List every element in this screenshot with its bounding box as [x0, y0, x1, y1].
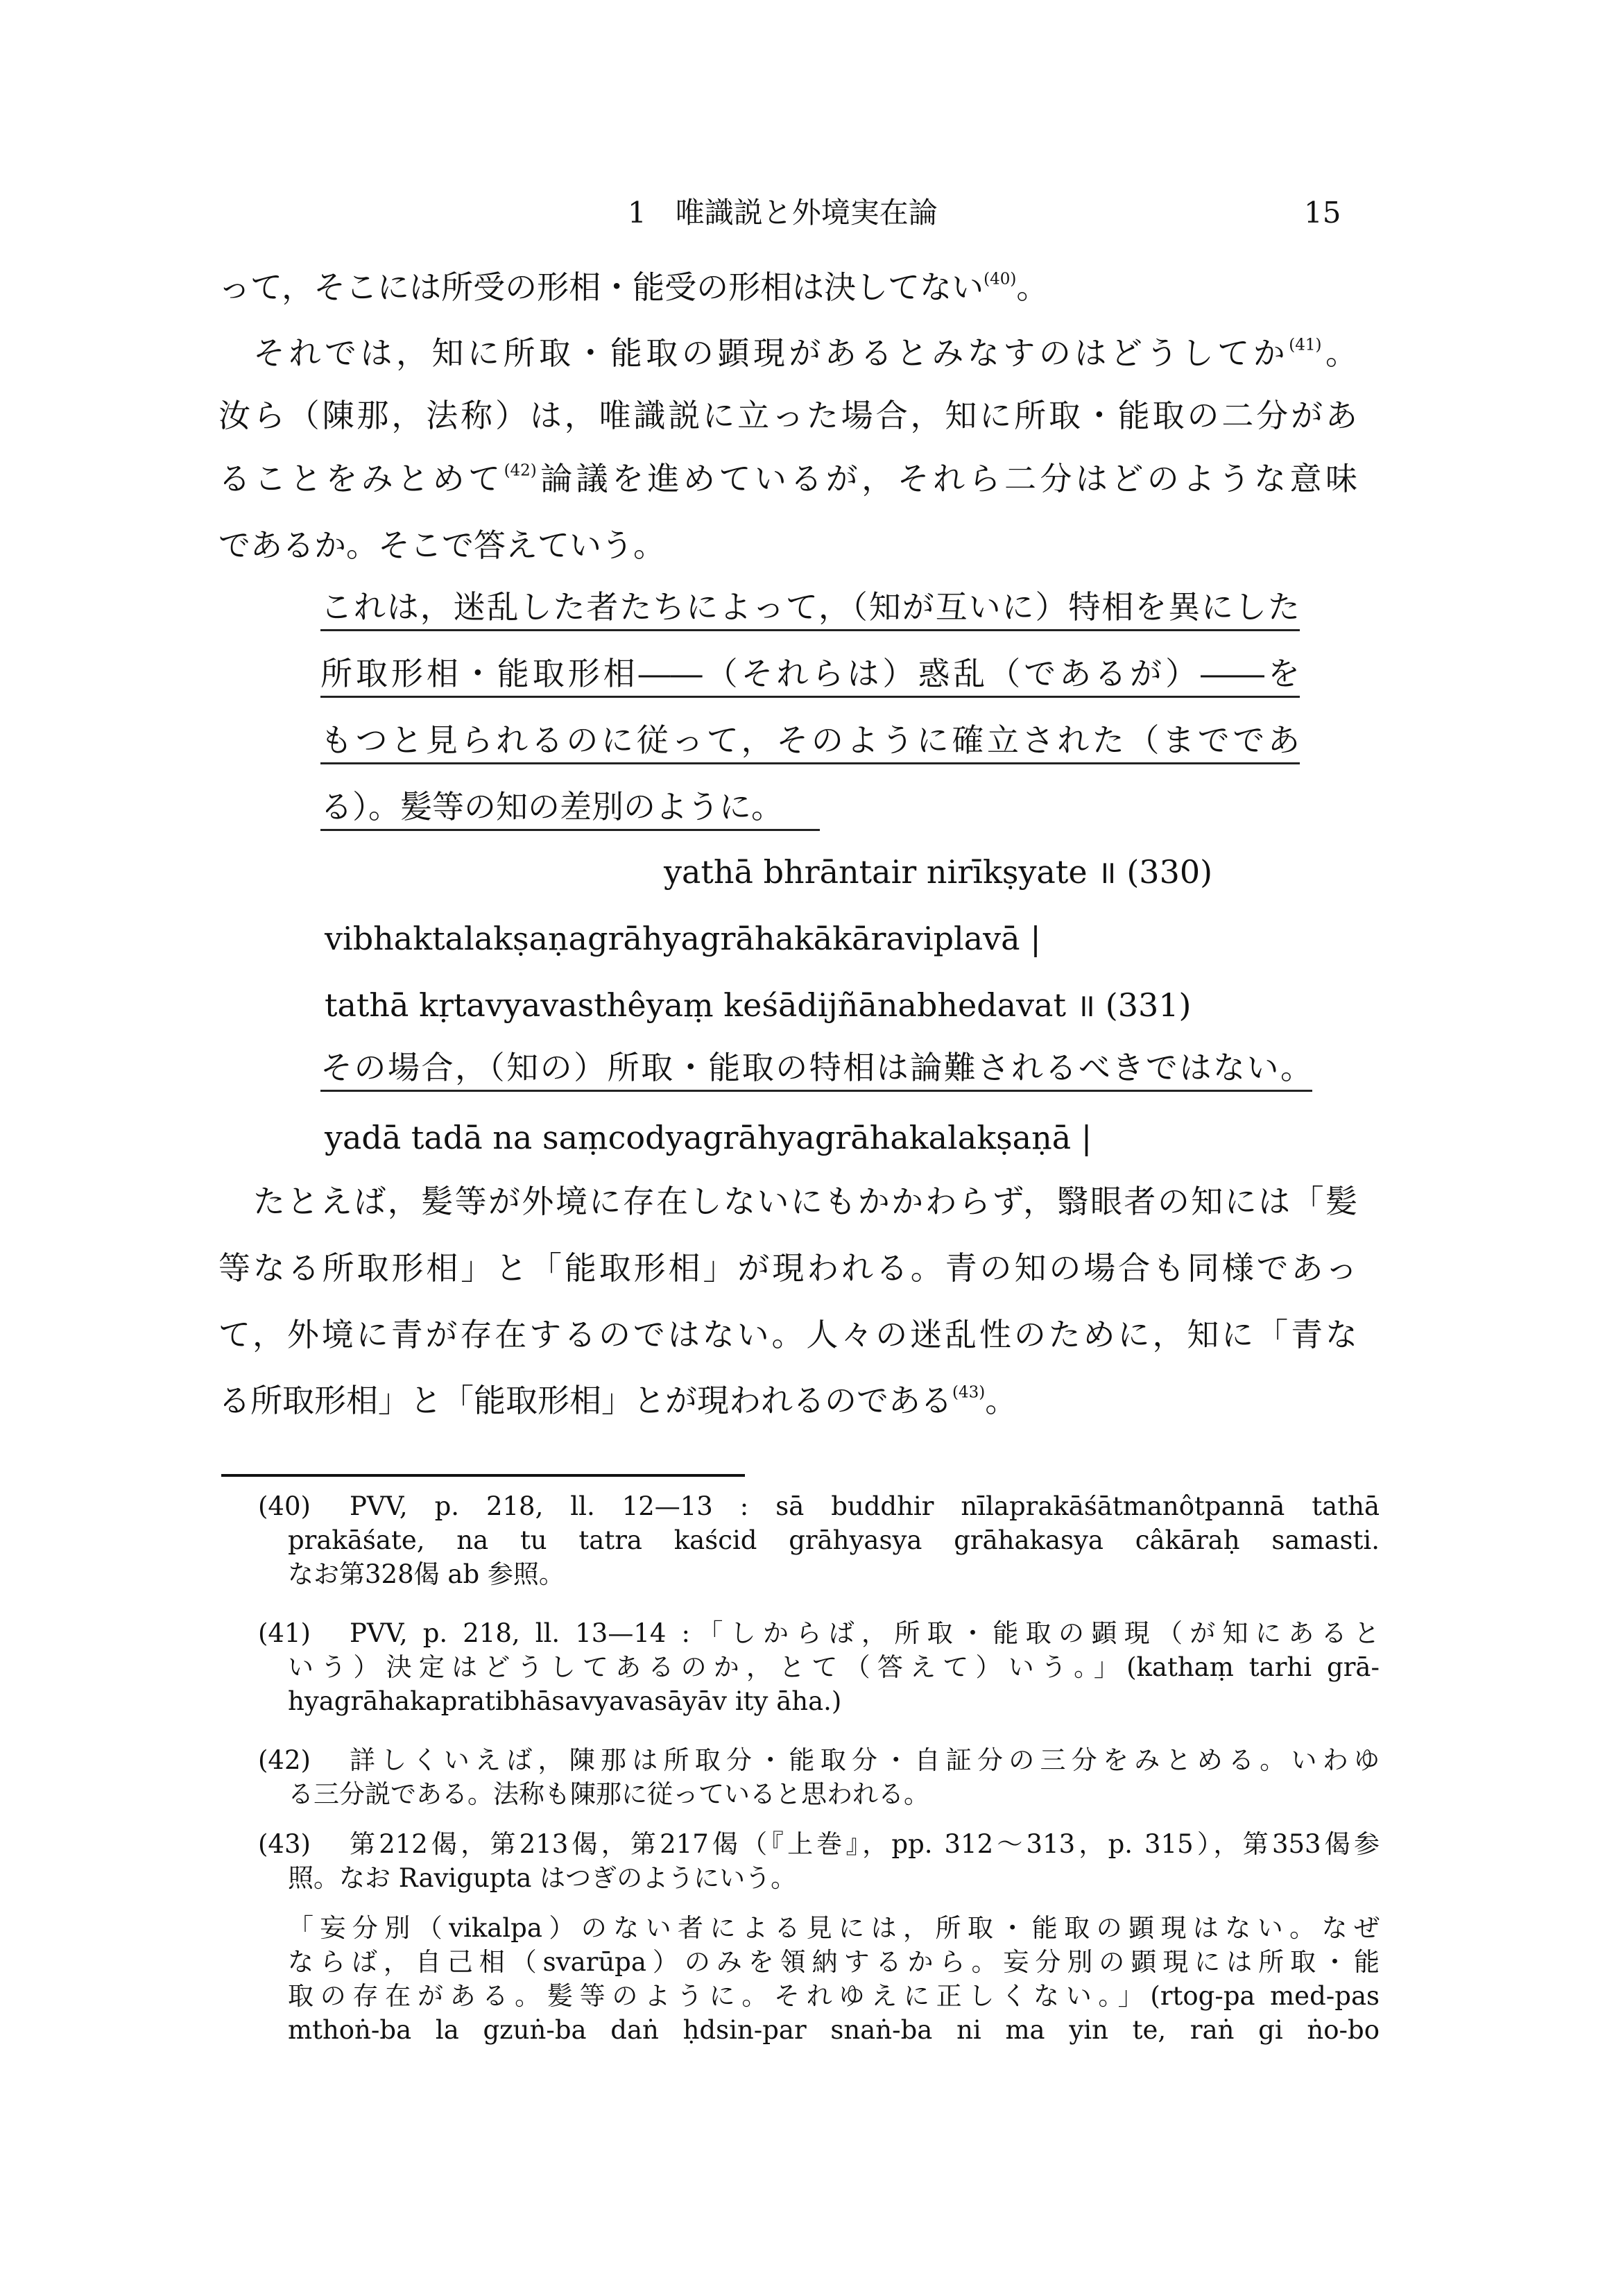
sanskrit-line: tathā kṛtavyavasthêyaṃ keśādijñānabhedavat ॥ (331)	[325, 986, 1192, 1024]
body-line	[218, 268, 1048, 307]
quote-line: これは，迷乱した者たちによって，（知が互いに）特相を異にした	[320, 588, 1300, 631]
body-line	[218, 1382, 1017, 1420]
footnote-line: 照。なお Ravigupta はつぎのようにいう。	[288, 1863, 797, 1893]
quote-line: その場合，（知の）所取・能取の特相は論難されるべきではない。	[320, 1049, 1312, 1092]
text: 。	[1016, 268, 1049, 306]
footnote-line: prakāśate, na tu tatra kaścid grāhyasya grāhakasya câkāraḥ samasti.	[288, 1525, 1380, 1555]
footnote-line: hyagrāhakapratibhāsavyavasāyāv ity āha.)	[288, 1686, 842, 1716]
footnote-ref[interactable]: (41)	[1289, 336, 1322, 354]
footnote-ref[interactable]: (43)	[952, 1383, 986, 1402]
footnote-ref[interactable]: (40)	[984, 270, 1017, 289]
text: ることをみとめて	[218, 460, 504, 497]
text: って，そこには所受の形相・能受の形相は決してない	[218, 268, 984, 306]
footnote-line: PVV, p. 218, ll. 12—13 : sā buddhir nīlaprakāśātmanôtpannā tathā	[350, 1491, 1380, 1521]
text: る所取形相」と「能取形相」とが現われるのである	[218, 1382, 952, 1419]
quote-line: 所取形相・能取形相――（それらは）惑乱（であるが）――を	[320, 655, 1300, 698]
body-line: であるか。そこで答えていう。	[218, 526, 665, 564]
footnote-number: (43)	[258, 1829, 311, 1859]
footnote-line: PVV, p. 218, ll. 13—14 :「しからば，所取・能取の顕現（が知にあると	[350, 1618, 1380, 1648]
footnote-line: なお第328偈 ab 参照。	[288, 1559, 565, 1589]
text: それでは，知に所取・能取の顕現があるとみなすのはどうしてか	[253, 334, 1289, 372]
chapter-title: 1 唯識説と外境実在論	[628, 196, 938, 230]
footnote-number: (40)	[258, 1491, 311, 1521]
footnote-line: いう）決定はどうしてあるのか，とて（答えて）いう。」(kathaṃ tarhi grā-	[288, 1652, 1380, 1682]
body-line: て，外境に青が存在するのではない。人々の迷乱性のために，知に「青な	[218, 1316, 1357, 1353]
footnote-line: 第212偈，第213偈，第217偈（『上巻』，pp. 312～313，p. 315），第353偈参	[350, 1829, 1380, 1859]
body-line	[218, 460, 1357, 498]
sanskrit-line: yathā bhrāntair nirīkṣyate ॥ (330)	[664, 853, 1213, 891]
footnote-line: mthoṅ-ba la gzuṅ-ba daṅ ḥdsin-par snaṅ-ba ni ma yin te, raṅ gi ṅo-bo	[288, 2015, 1380, 2045]
sanskrit-line: vibhaktalakṣaṇagrāhyagrāhakākāraviplavā |	[325, 920, 1041, 957]
footnote-line: る三分説である。法称も陳那に従っていると思われる。	[288, 1779, 929, 1809]
footnote-line: 「妄分別（vikalpa）のない者による見には，所取・能取の顕現はない。なぜ	[288, 1913, 1380, 1943]
footnote-ref[interactable]: (42)	[504, 461, 537, 480]
footnote-line: 詳しくいえば，陳那は所取分・能取分・自証分の三分をみとめる。いわゆ	[350, 1745, 1380, 1775]
text: 。	[985, 1382, 1017, 1419]
footnote-divider	[221, 1474, 745, 1477]
footnote-line: ならば，自己相（svarūpa）のみを領納するから。妄分別の顕現には所取・能	[288, 1947, 1380, 1977]
quote-line: もつと見られるのに従って，そのように確立された（までであ	[320, 721, 1300, 764]
text: 。	[1321, 334, 1358, 372]
quote-line: る）。髪等の知の差別のように。	[320, 788, 820, 831]
body-line: 等なる所取形相」と「能取形相」が現われる。青の知の場合も同様であっ	[218, 1249, 1357, 1287]
text: 論議を進めているが，それら二分はどのような意味	[536, 460, 1358, 497]
body-line	[253, 334, 1357, 372]
body-line: たとえば，髪等が外境に存在しないにもかかわらず，翳眼者の知には「髪	[253, 1183, 1357, 1220]
footnote-number: (42)	[258, 1745, 311, 1775]
footnote-line: 取の存在がある。髪等のように。それゆえに正しくない。」(rtog-pa med-pas	[288, 1981, 1380, 2011]
sanskrit-line: yadā tadā na saṃcodyagrāhyagrāhakalakṣaṇā |	[325, 1119, 1092, 1156]
page-number: 15	[1304, 196, 1341, 230]
body-line: 汝ら（陳那，法称）は，唯識説に立った場合，知に所取・能取の二分があ	[218, 397, 1357, 434]
footnote-number: (41)	[258, 1618, 311, 1648]
